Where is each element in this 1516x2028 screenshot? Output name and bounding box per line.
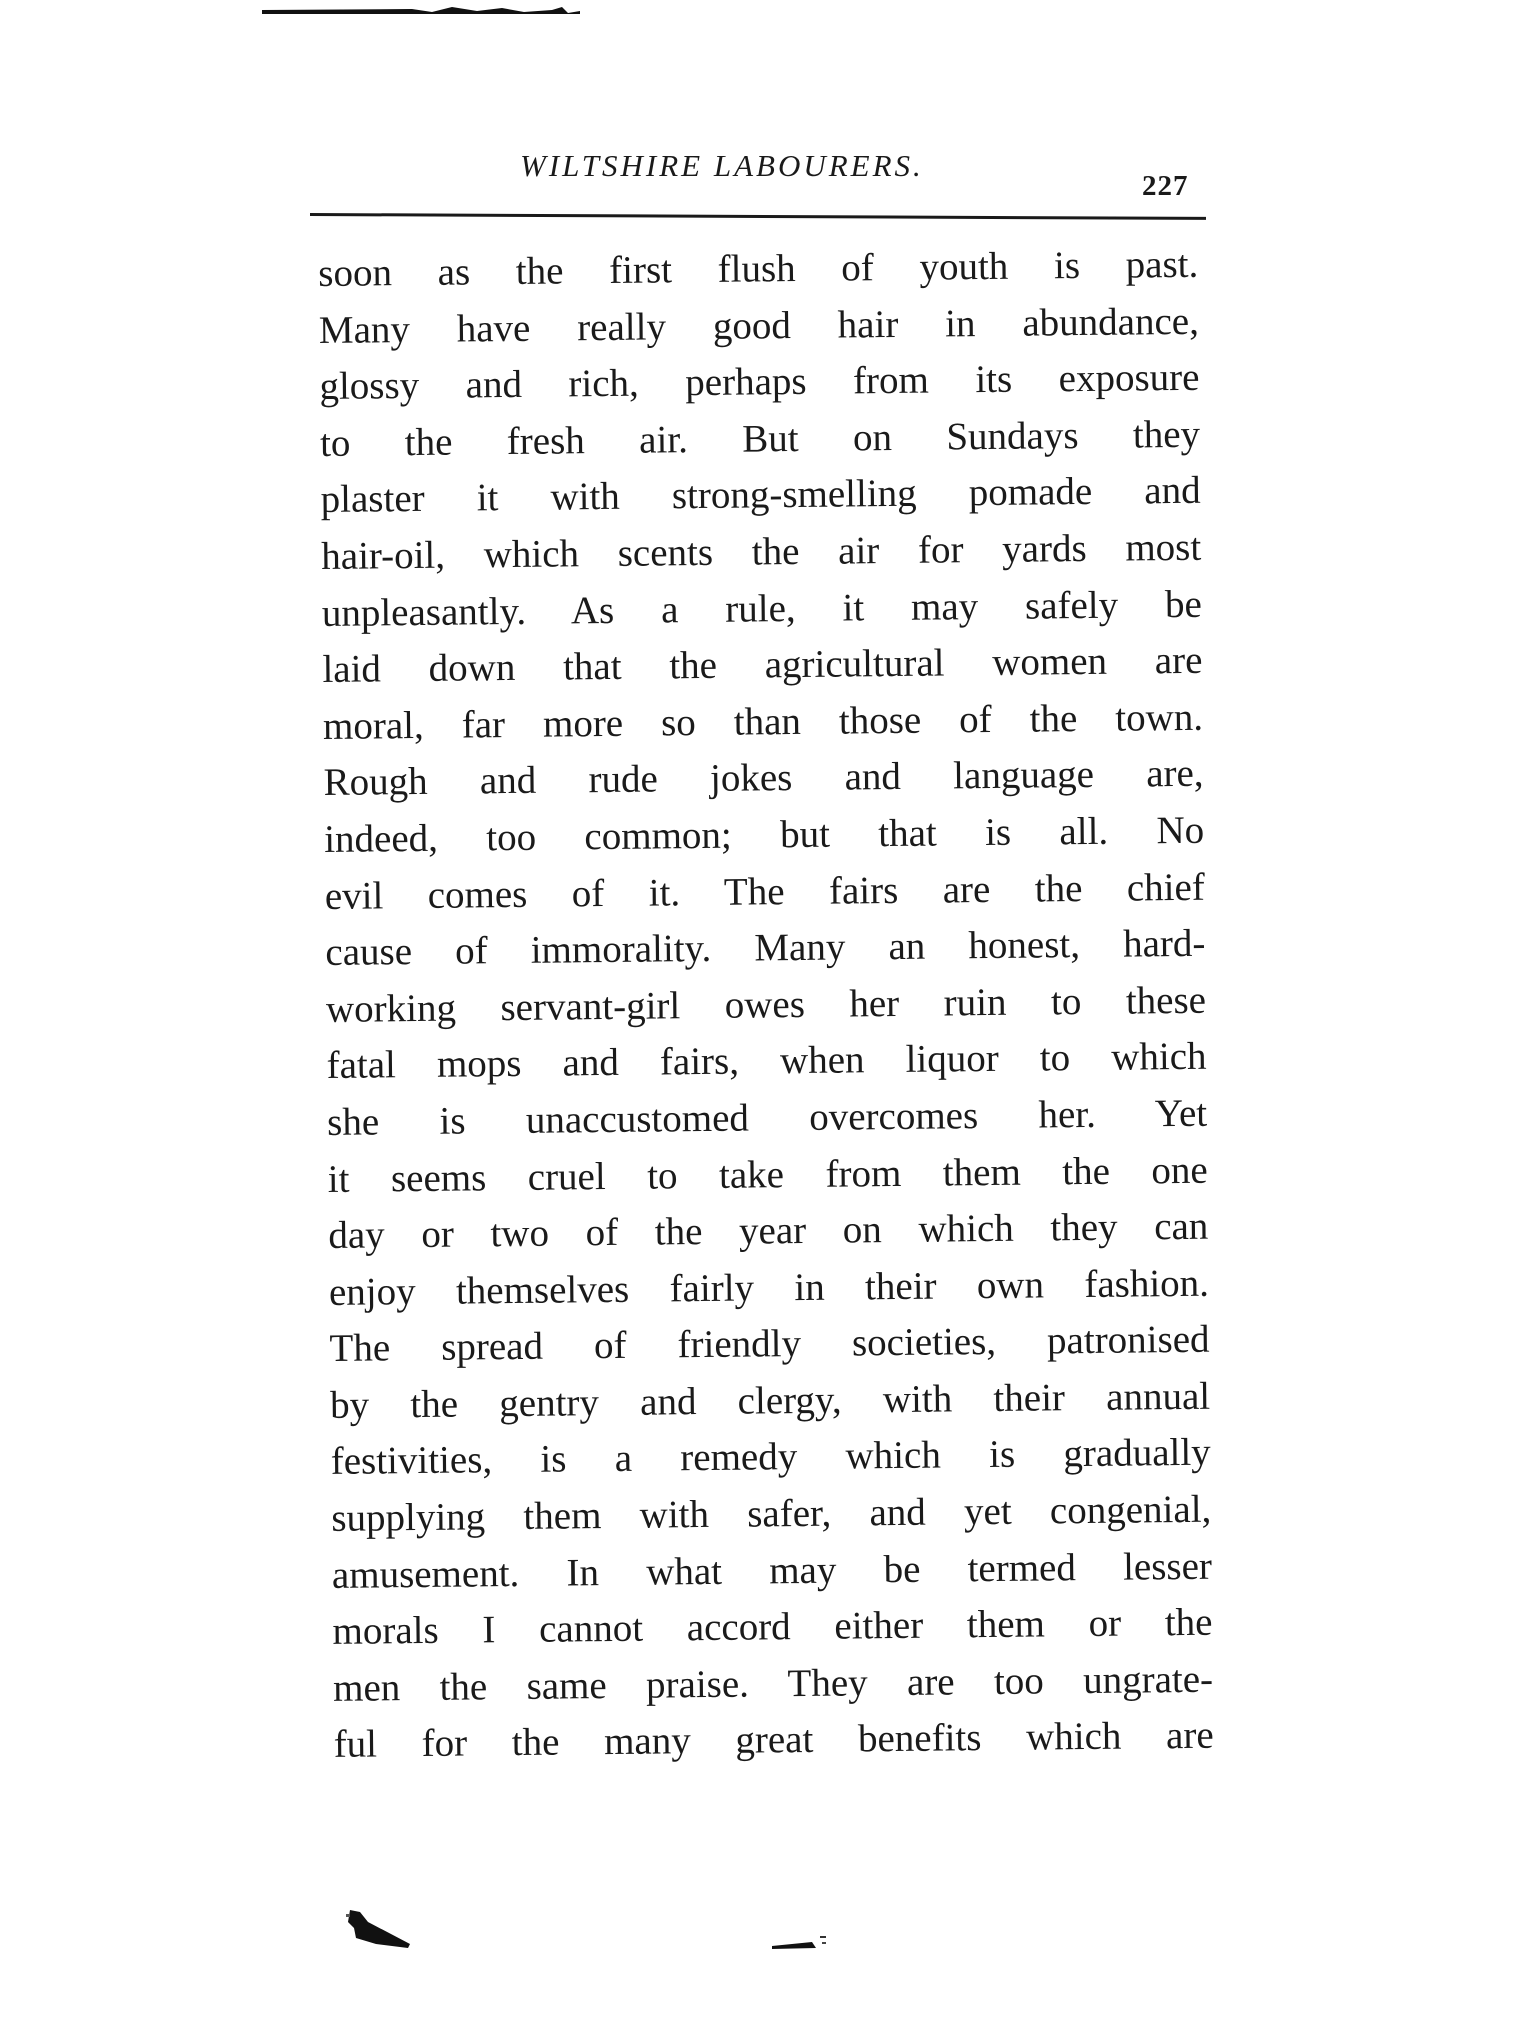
- text-line: cause of immorality. Many an honest, hard-: [325, 921, 1206, 975]
- scan-artifact-bottom-left: [346, 1908, 412, 1950]
- text-line: she is unaccustomed overcomes her. Yet: [326, 1091, 1208, 1144]
- text-line: evil comes of it. The fairs are the chief: [324, 865, 1205, 918]
- text-line: fatal mops and fairs, when liquor to which: [326, 1035, 1207, 1088]
- text-line: day or two of the year on which they can: [328, 1204, 1209, 1258]
- scan-artifact-bottom-center: [772, 1932, 830, 1950]
- body-text: [318, 237, 1214, 1774]
- text-line: morals I cannot accord either them or the: [332, 1600, 1213, 1654]
- text-line: Many have really good hair in abundance,: [318, 299, 1200, 352]
- text-line: enjoy themselves fairly in their own fashion.: [328, 1261, 1210, 1314]
- scan-artifact-top: [262, 4, 580, 16]
- text-line: The spread of friendly societies, patronised: [329, 1318, 1210, 1371]
- text-line: Rough and rude jokes and language are,: [323, 752, 1204, 805]
- text-line: festivities, is a remedy which is gradually: [330, 1431, 1211, 1484]
- text-line: by the gentry and clergy, with their annual: [329, 1374, 1211, 1427]
- text-line: moral, far more so than those of the town.: [322, 695, 1204, 748]
- text-line: ful for the many great benefits which are: [333, 1714, 1214, 1767]
- running-head: WILTSHIRE LABOURERS.: [520, 148, 924, 183]
- text-line: laid down that the agricultural women are: [322, 638, 1203, 692]
- header-rule: [310, 213, 1206, 220]
- text-line: indeed, too common; but that is all. No: [323, 808, 1205, 861]
- text-line: soon as the first flush of youth is past.: [318, 242, 1199, 295]
- page-header: [310, 148, 1210, 208]
- text-line: unpleasantly. As a rule, it may safely be: [321, 582, 1203, 635]
- text-line: hair-oil, which scents the air for yards most: [321, 525, 1202, 578]
- text-line: men the same praise. They are too ungrate-: [332, 1657, 1214, 1710]
- text-line: supplying them with safer, and yet congenial,: [331, 1487, 1212, 1540]
- text-line: glossy and rich, perhaps from its exposure: [319, 355, 1200, 409]
- text-line: plaster it with strong-smelling pomade and: [320, 469, 1201, 522]
- page-number: 227: [1142, 170, 1189, 202]
- text-line: to the fresh air. But on Sundays they: [319, 412, 1201, 465]
- text-line: amusement. In what may be termed lesser: [331, 1544, 1213, 1597]
- text-line: it seems cruel to take from them the one: [327, 1148, 1208, 1201]
- text-line: working servant-girl owes her ruin to these: [325, 978, 1207, 1031]
